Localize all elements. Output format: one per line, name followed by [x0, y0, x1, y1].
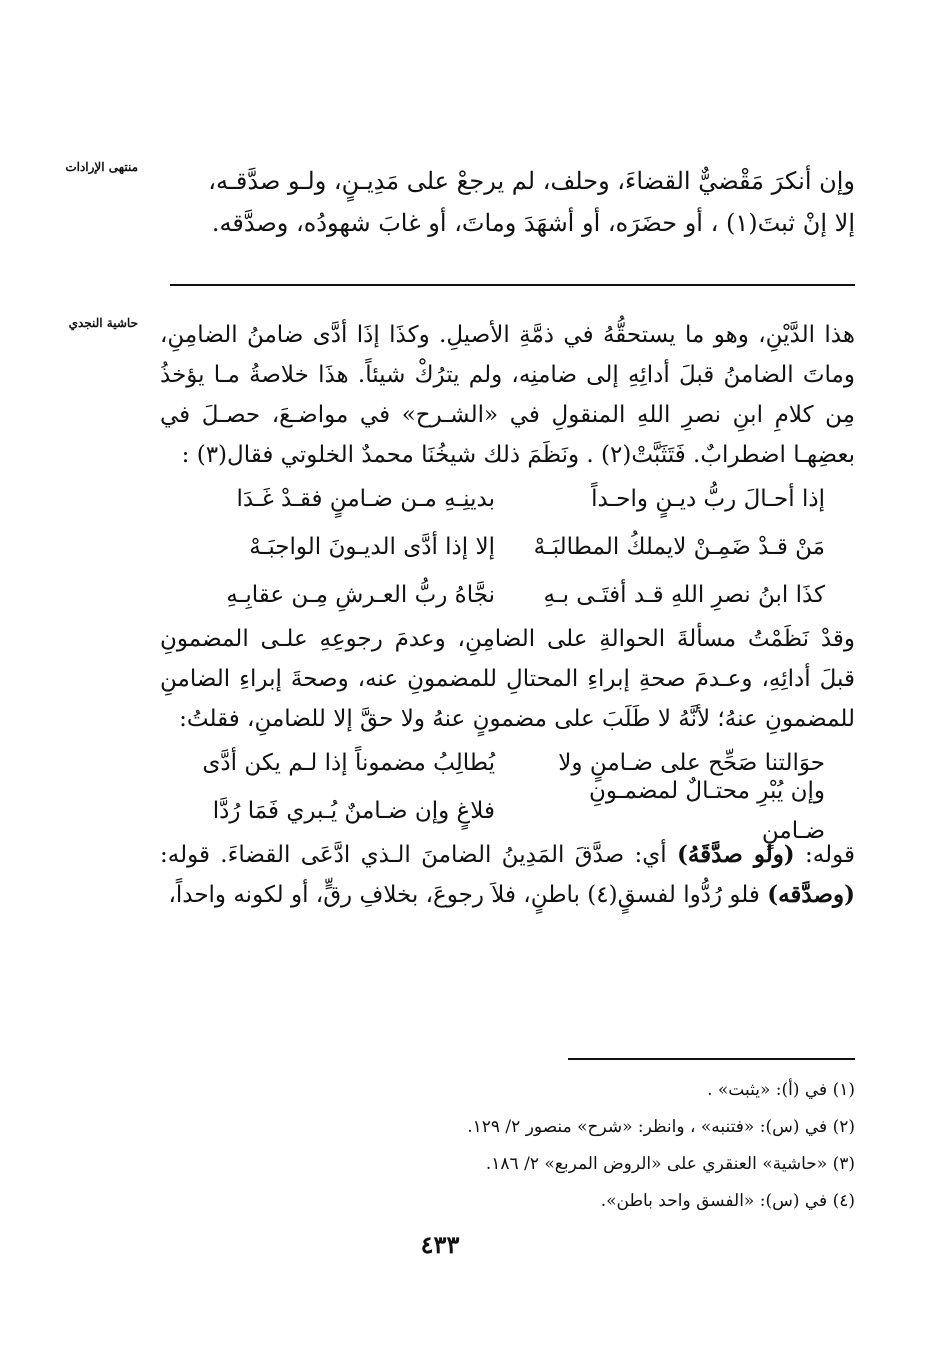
- poem-second: [160, 739, 825, 844]
- hashiya-text: [160, 315, 855, 915]
- hashiya-closing-paragraph: [160, 835, 855, 915]
- poem-verse: [160, 523, 825, 571]
- footnote: (٢) في (س): «فتنبه» ، وانظر: «شرح» منصور ٢/ ١٢٩.: [467, 1117, 855, 1137]
- verse-first-hemistich: كذَا ابنُ نصرِ اللهِ قـد أفتَـى بـهِ: [543, 582, 825, 608]
- matn-line: وإن أنكرَ مَقْضيٌّ القضاءَ، وحلف، لم يرجعْ على مَدِيـنٍ، ولـو صدَّقـه،: [208, 167, 855, 195]
- closing-word: قوله:: [805, 842, 856, 868]
- poem-verse: [160, 475, 825, 523]
- footnote: (٤) في (س): «الفسق واحد باطن».: [600, 1191, 855, 1211]
- matn-line: إلا إنْ ثبتَ(١) ، أو حضَرَه، أو أشهَدَ وماتَ، أو غابَ شهودُه، وصدَّقه.: [211, 209, 855, 237]
- footnote: (٣) «حاشية» العنقري على «الروض المربع» ٢/ ١٨٦.: [485, 1154, 855, 1174]
- verse-second-hemistich: يُطالِبُ مضموناً إذا لـم يكن أدَّى: [202, 750, 495, 776]
- verse-second-hemistich: فلاغٍ وإن ضـامنٌ يُـبري فَمَا رُدَّا: [212, 798, 495, 824]
- footnotes: [300, 1072, 855, 1220]
- hashiya-intro-paragraph: هذا الدَّيْنِ، وهو ما يستحقُّهُ في ذمَّةِ الأصيلِ. وكذَا إذَا أدَّى ضامنُ الضامِنِ، وماتَ الضامنُ قبلَ أدائِهِ إلى ضامنِه، ولم يترُكْ شيئاً. هذَا خلاصةُ مـا يؤخذُ مِن كلامِ ابنِ نصرِ اللهِ المنقولِ في «الشـرح» في مواضـعَ، حصـلَ في بعضِهـا اضطرابٌ. فَتَثَبَّتْ(٢) . ونَظَمَ ذلك شيخُنَا محمدٌ الخلوتي فقال(٣) :: [160, 322, 855, 468]
- section-divider: [170, 284, 855, 286]
- matn-text: [160, 160, 855, 244]
- verse-first-hemistich: مَنْ قـدْ ضَمِـنْ لايملكُ المطالبَـهْ: [533, 534, 825, 560]
- verse-first-hemistich: وإن يُبْرِ محتـالٌ لمضمـونِ ضـامنٍ: [589, 778, 825, 844]
- hashiya-middle-paragraph: وقدْ نَظَمْتُ مسألةَ الحوالةِ على الضامِنِ، وعدمَ رجوعِهِ علـى المضمونِ قبلَ أدائِهِ، وعـدمَ صحةِ إبراءِ المحتالِ للمضمونِ عنه، وصحةَ إبراءِ الضامنِ للمضمونِ عنهُ؛ لأنَّهُ لا طَلَبَ على مضمونٍ عنهُ ولا حقَّ إلا للضامنِ، فقلتُ:: [160, 626, 855, 732]
- footnote: (١) في (أ): «يثبت» .: [707, 1080, 855, 1100]
- margin-label-hashiya: حاشية النجدي: [68, 316, 138, 330]
- closing-text: فلو رُدُّوا لفسقٍ(٤) باطنٍ، فلاَ رجوعَ، بخلافِ رقٍّ، أو لكونه واحداً،: [168, 882, 760, 908]
- margin-label-matn: منتهى الإرادات: [65, 160, 138, 174]
- closing-text: أي: صدَّقَ المَدِينُ الضامنَ الـذي ادَّعَى القضاءَ. قوله:: [160, 842, 667, 868]
- verse-second-hemistich: بدينِـهِ مـن ضـامنٍ فقـدْ غَـدَا: [236, 486, 495, 512]
- quoted-phrase: (وصدَّقه): [767, 881, 855, 908]
- poem-first: [160, 475, 825, 619]
- quoted-phrase: (ولو صدَّقَهُ): [676, 841, 795, 868]
- poem-verse: [160, 571, 825, 619]
- poem-verse: [160, 778, 825, 844]
- page-number: ٤٣٣: [420, 1230, 460, 1259]
- verse-first-hemistich: حوَالتنا صَحِّح على ضـامنٍ ولا: [558, 750, 825, 776]
- verse-first-hemistich: إذا أحـالَ ربُّ ديـنٍ واحـداً: [591, 486, 825, 512]
- footnote-divider: [568, 1058, 855, 1060]
- verse-second-hemistich: نجَّاهُ ربُّ العـرشِ مِـن عقابِـهِ: [226, 582, 495, 608]
- verse-second-hemistich: إلا إذا أدَّى الديـونَ الواجبَـهْ: [249, 534, 495, 560]
